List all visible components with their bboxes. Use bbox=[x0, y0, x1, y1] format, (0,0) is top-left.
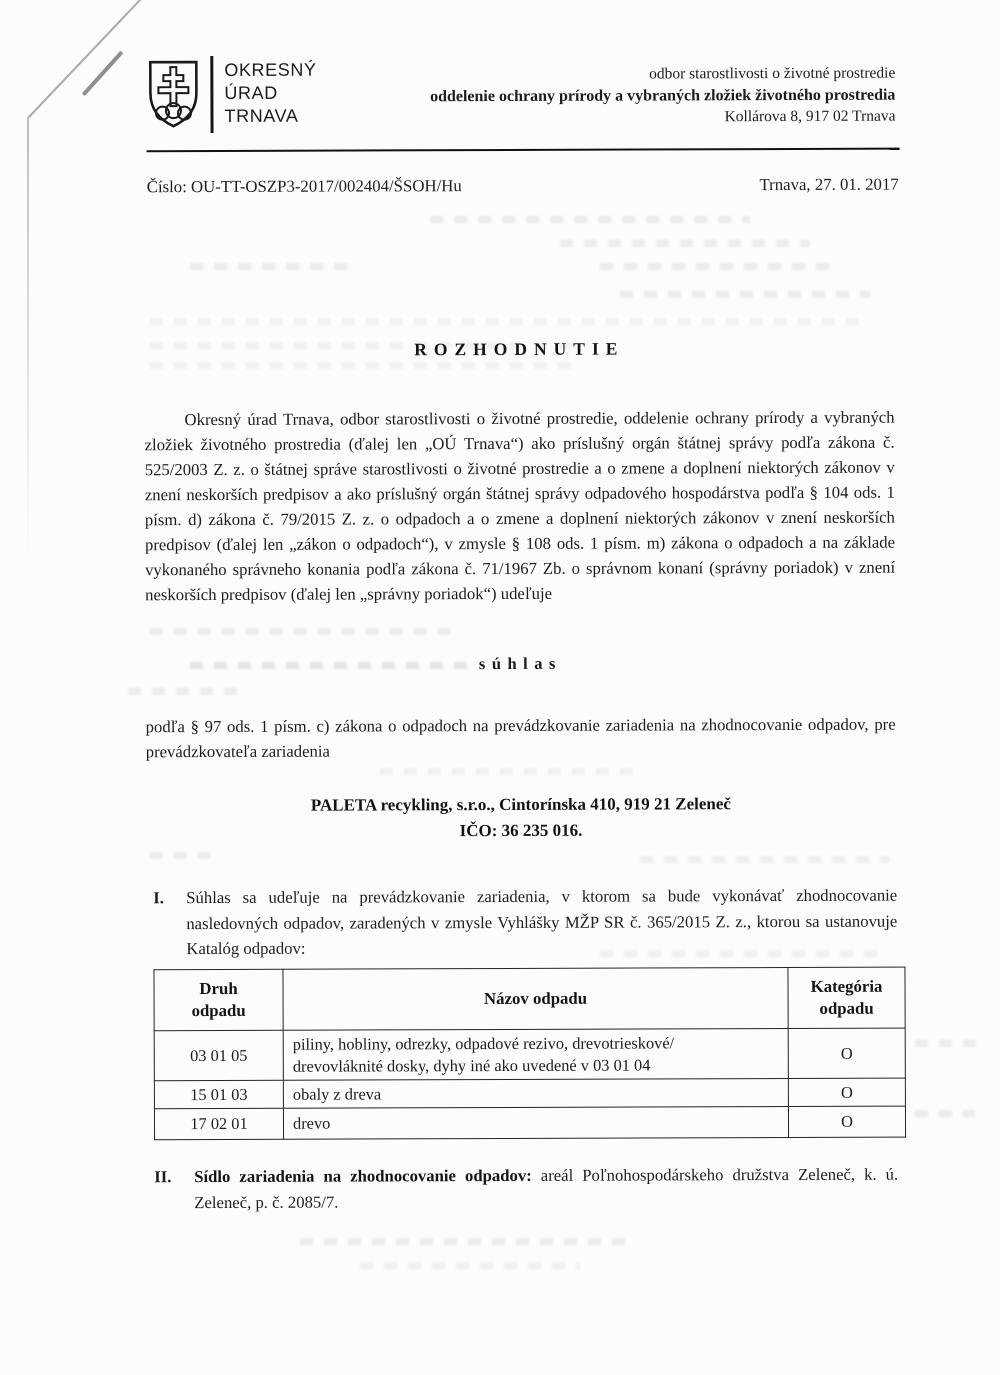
operator-ico: IČO: 36 235 016. bbox=[459, 820, 583, 840]
org-name-line: TRNAVA bbox=[224, 105, 299, 126]
table-row bbox=[154, 1028, 905, 1081]
item-2-rest-text: areál Poľnohospodárskeho družstva Zeleneč, k. ú. Zeleneč, p. č. 2085/7. bbox=[194, 1164, 899, 1212]
consent-clause: podľa § 97 ods. 1 písm. c) zákona o odpadoch na prevádzkovanie zariadenia na zhodnocovanie odpadov, pre prevádzkovateľa zariadenia bbox=[145, 714, 896, 762]
department-block bbox=[430, 63, 896, 129]
item-2-label: II. bbox=[154, 1167, 172, 1187]
consent-heading: súhlas bbox=[478, 653, 562, 674]
org-name-line: ÚRAD bbox=[224, 82, 278, 103]
item-2-bold-text: Sídlo zariadenia na zhodnocovanie odpadov: bbox=[194, 1165, 532, 1187]
table-header-row bbox=[154, 967, 905, 1031]
operator-name-address: PALETA recykling, s.r.o., Cintorínska 410, 919 21 Zeleneč bbox=[310, 794, 731, 815]
item-1-text: Súhlas sa udeľuje na prevádzkovanie zariadenia, v ktorom sa bude vykonávať zhodnocovanie nasledovných odpadov, zaradených v zmysle Vyhlášky MŽP SR č. 365/2015 Z. z., ktorou sa ustanovuje Katalóg odpadov: bbox=[186, 885, 898, 959]
place-date: Trnava, 27. 01. 2017 bbox=[759, 174, 899, 195]
address-line: Kollárova 8, 917 02 Trnava bbox=[724, 107, 896, 126]
header-rule bbox=[147, 148, 900, 153]
table-row bbox=[154, 1078, 905, 1109]
letterhead-divider bbox=[210, 56, 213, 133]
item-2-text bbox=[194, 1162, 898, 1215]
waste-name: obaly z dreva bbox=[283, 1078, 788, 1108]
item-1 bbox=[153, 883, 897, 962]
item-2 bbox=[154, 1162, 898, 1216]
department-line-1: odbor starostlivosti o životné prostredie bbox=[649, 64, 896, 83]
col-header-waste-type: Druh odpadu bbox=[154, 969, 283, 1030]
waste-category: O bbox=[788, 1078, 905, 1106]
document-title: ROZHODNUTIE bbox=[414, 338, 625, 360]
waste-code: 17 02 01 bbox=[154, 1108, 283, 1139]
operator-block bbox=[146, 791, 896, 845]
waste-code: 03 01 05 bbox=[154, 1030, 283, 1080]
col-header-waste-name: Názov odpadu bbox=[283, 967, 788, 1030]
table-row bbox=[154, 1106, 905, 1140]
waste-table bbox=[153, 967, 906, 1141]
intro-paragraph: Okresný úrad Trnava, odbor starostlivosti o životné prostredie, oddelenie ochrany prírody a vybraných zložiek životného prostredia (ďalej len „OÚ Trnava“) ako príslušný orgán štátnej správy podľa zákona č. 525/2003 Z. z. o štátnej správe starostlivosti o životné prostredie a o zmene a doplnení niektorých zákonov v znení neskorších predpisov a ako príslušný orgán štátnej správy odpadového hospodárstva podľa § 104 ods. 1 písm. d) zákona č. 79/2015 Z. z. o odpadoch a o zmene a doplnení niektorých zákonov v znení neskorších predpisov (ďalej len „zákon o odpadoch“), v zmysle § 108 ods. 1 písm. m) zákona o odpadoch a na základe vykonaného správneho konania podľa zákona č. 71/1967 Zb. o správnom konaní (správny poriadok) v znení neskorších predpisov (ďalej len „správny poriadok“) udeľuje bbox=[144, 407, 896, 605]
waste-name: piliny, hobliny, odrezky, odpadové rezivo, drevotrieskové/ drevovláknité dosky, dyhy iné ako uvedené v 03 01 04 bbox=[283, 1028, 788, 1080]
waste-code: 15 01 03 bbox=[154, 1080, 283, 1108]
org-name-line: OKRESNÝ bbox=[224, 59, 317, 80]
waste-name: drevo bbox=[283, 1106, 788, 1139]
department-line-2: oddelenie ochrany prírody a vybraných zložiek životného prostredia bbox=[430, 86, 896, 105]
document-number: Číslo: OU-TT-OSZP3-2017/002404/ŠSOH/Hu bbox=[146, 176, 462, 197]
org-name bbox=[224, 59, 316, 128]
waste-category: O bbox=[788, 1106, 905, 1137]
reference-row bbox=[147, 175, 899, 198]
slovak-coat-of-arms-icon bbox=[146, 58, 200, 130]
item-1-label: I. bbox=[153, 888, 164, 908]
col-header-waste-category: Kategória odpadu bbox=[788, 967, 905, 1028]
waste-category: O bbox=[788, 1028, 905, 1078]
